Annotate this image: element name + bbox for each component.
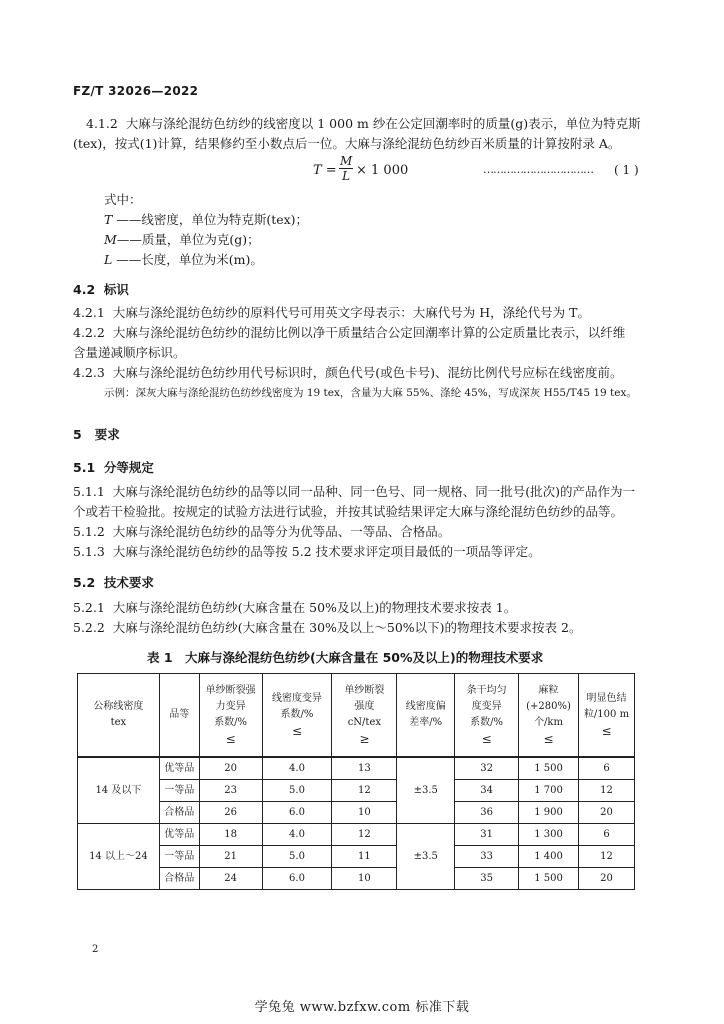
header-line: 单纱断裂 — [344, 685, 385, 696]
cell-value: 11 — [332, 846, 397, 868]
cell-value: 10 — [332, 802, 397, 824]
cell-value: 6.0 — [262, 868, 332, 890]
le-symbol: ≤ — [543, 732, 554, 746]
header-line: 麻粒 — [538, 685, 559, 696]
clause-text: 大麻与涤纶混纺色纺纱的品等分为优等品、一等品、合格品。 — [112, 524, 451, 539]
section-5-2-heading — [73, 573, 154, 591]
clause-number: 4.2.2 — [73, 325, 105, 340]
formula-denominator: L — [342, 169, 351, 183]
where-title: 式中： — [104, 192, 142, 207]
symbol: T — [104, 212, 113, 227]
spec-table — [77, 673, 635, 890]
clause-text: 大麻与涤纶混纺色纺纱的品等以同一品种、同一色号、同一规格、同一批号(批次)的产品作为一 — [112, 484, 636, 499]
where-item — [104, 250, 263, 270]
clause-text: 大麻与涤纶混纺色纺纱的线密度以 1 000 m 纱在公定回潮率时的质量(g)表示，单位为特克斯 — [125, 116, 641, 131]
clause-5-1-1 — [73, 482, 635, 502]
section-number: 5.2 — [73, 575, 96, 590]
cell-value: 35 — [455, 868, 519, 890]
cell-value: 20 — [199, 757, 262, 780]
cell-grade: 一等品 — [159, 780, 199, 802]
header-tenacity — [332, 674, 397, 758]
clause-text: 大麻与涤纶混纺色纺纱的原料代号可用英文字母表示：大麻代号为 H，涤纶代号为 T。 — [112, 305, 590, 320]
cell-value: 4.0 — [262, 824, 332, 846]
cell-value: 6.0 — [262, 802, 332, 824]
cell-value: 24 — [199, 868, 262, 890]
cell-value: 10 — [332, 868, 397, 890]
header-neps — [519, 674, 579, 758]
clause-number: 5.1.2 — [73, 524, 105, 539]
clause-5-2-1 — [73, 598, 516, 618]
le-symbol: ≤ — [601, 724, 612, 738]
header-line: 品等 — [169, 709, 190, 720]
table-caption: 表 1 大麻与涤纶混纺色纺纱(大麻含量在 50%及以上)的物理技术要求 — [147, 650, 544, 665]
clause-text: 大麻与涤纶混纺色纺纱(大麻含量在 50%及以上)的物理技术要求按表 1。 — [112, 600, 517, 615]
header-grade — [159, 674, 199, 758]
header-cv-breaking-strength — [199, 674, 262, 758]
clause-4-2-2-cont: 含量递减顺序标识。 — [73, 345, 186, 360]
cell-value: 13 — [332, 757, 397, 780]
cell-density: 14 以上～24 — [78, 824, 160, 890]
section-5-heading — [73, 425, 120, 443]
table-row — [78, 780, 635, 802]
clause-number: 5.2.2 — [73, 620, 105, 635]
cell-value: 1 500 — [519, 868, 579, 890]
le-symbol: ≤ — [481, 732, 492, 746]
section-5-1-heading — [73, 458, 154, 476]
header-line: 公称线密度 — [93, 701, 144, 712]
where-item — [104, 230, 260, 250]
clause-5-1-2 — [73, 522, 450, 542]
formula-label: ( 1 ) — [614, 163, 639, 177]
cell-density: 14 及以下 — [78, 757, 160, 824]
header-line: 度变异 — [471, 701, 502, 712]
where-item — [104, 210, 308, 230]
section-title: 要求 — [94, 427, 120, 442]
clause-number: 5.1.3 — [73, 544, 105, 559]
formula-leader: …………………………… — [483, 163, 593, 176]
clause-number: 5.1.1 — [73, 484, 105, 499]
clause-5-2-2 — [73, 618, 582, 638]
clause-text: 大麻与涤纶混纺色纺纱用代号标识时，颜色代号(或色卡号)、混纺比例代号应标在线密度前。 — [112, 365, 623, 380]
section-4-2-heading — [73, 280, 129, 298]
cell-value: 6 — [579, 757, 635, 780]
cell-value: 23 — [199, 780, 262, 802]
cell-value: 34 — [455, 780, 519, 802]
cell-value: 18 — [199, 824, 262, 846]
section-number: 4.2 — [73, 282, 96, 297]
section-title: 技术要求 — [103, 575, 154, 590]
header-line: 强度 — [354, 701, 375, 712]
cell-value: 20 — [579, 868, 635, 890]
le-symbol: ≤ — [225, 732, 236, 746]
header-line: 条干均匀 — [466, 685, 507, 696]
cell-grade: 一等品 — [159, 846, 199, 868]
header-evenness-cv — [455, 674, 519, 758]
definition: ——线密度，单位为特克斯(tex)； — [116, 212, 309, 227]
section-title: 分等规定 — [103, 460, 154, 475]
clause-5-1-1-cont: 个或若干检验批。按规定的试验方法进行试验，并按其试验结果评定大麻与涤纶混纺色纺纱的品等。 — [73, 504, 624, 519]
table-row — [78, 868, 635, 890]
cell-value: 1 700 — [519, 780, 579, 802]
le-symbol: ≤ — [291, 724, 303, 738]
cell-value: 36 — [455, 802, 519, 824]
clause-4-2-3 — [73, 363, 623, 383]
section-number: 5.1 — [73, 460, 96, 475]
table-row — [78, 802, 635, 824]
cell-value: 12 — [579, 846, 635, 868]
cell-value: 21 — [199, 846, 262, 868]
cell-value: 20 — [579, 802, 635, 824]
header-line: tex — [110, 717, 127, 728]
section-number: 5 — [73, 427, 82, 442]
header-line: 单纱断裂强 — [205, 685, 256, 696]
header-line: cN/tex — [347, 717, 381, 728]
header-line: 系数/% — [470, 717, 504, 728]
table-row — [78, 757, 635, 780]
cell-value: 12 — [332, 780, 397, 802]
cell-value: 1 400 — [519, 846, 579, 868]
header-line: 明显色结 — [586, 693, 627, 704]
clause-text: 大麻与涤纶混纺色纺纱(大麻含量在 30%及以上～50%以下)的物理技术要求按表 2。 — [112, 620, 582, 635]
definition: ——质量，单位为克(g)； — [116, 232, 260, 247]
clause-number: 5.2.1 — [73, 600, 105, 615]
header-line: 系数/% — [214, 717, 248, 728]
cell-value: 26 — [199, 802, 262, 824]
cell-value: 1 900 — [519, 802, 579, 824]
clause-4-2-2 — [73, 323, 625, 343]
header-line: 粒/100 m — [583, 709, 630, 720]
cell-grade: 优等品 — [159, 824, 199, 846]
header-line: 力变异 — [215, 701, 246, 712]
formula-lhs: T = — [313, 163, 337, 178]
header-density-deviation — [397, 674, 455, 758]
cell-deviation: ±3.5 — [397, 757, 455, 824]
cell-value: 12 — [332, 824, 397, 846]
cell-value: 1 500 — [519, 757, 579, 780]
footer-watermark: 学兔兔 www.bzfxw.com 标准下载 — [254, 1000, 470, 1015]
header-nominal-density — [78, 674, 160, 758]
cell-value: 32 — [455, 757, 519, 780]
header-line: 个/km — [534, 717, 563, 728]
cell-value: 31 — [455, 824, 519, 846]
ge-symbol: ≥ — [359, 732, 370, 746]
page-number: 2 — [92, 944, 99, 955]
header-line: 线密度变异 — [271, 693, 322, 704]
example-note: 示例：深灰大麻与涤纶混纺色纺纱线密度为 19 tex，含量为大麻 55%、涤纶 45%，写成深灰 H55/T45 19 tex。 — [104, 387, 637, 399]
header-line: (+280%) — [526, 701, 571, 712]
cell-value: 12 — [579, 780, 635, 802]
section-title: 标识 — [103, 282, 129, 297]
header-line: 线密度偏 — [405, 701, 446, 712]
clause-4-2-1 — [73, 303, 590, 323]
cell-value: 33 — [455, 846, 519, 868]
header-cv-linear-density — [262, 674, 332, 758]
formula-numerator: M — [340, 154, 353, 168]
document-code: FZ/T 32026—2022 — [73, 84, 199, 98]
cell-value: 6 — [579, 824, 635, 846]
cell-value: 1 300 — [519, 824, 579, 846]
header-color-knots — [579, 674, 635, 758]
table-row — [78, 824, 635, 846]
header-line: 系数/% — [280, 709, 314, 720]
symbol: M — [104, 232, 117, 247]
clause-text: 大麻与涤纶混纺色纺纱的混纺比例以净干质量结合公定回潮率计算的公定质量比表示，以纤维 — [112, 325, 626, 340]
cell-deviation: ±3.5 — [397, 824, 455, 890]
clause-number: 4.1.2 — [86, 116, 118, 131]
clause-text: 大麻与涤纶混纺色纺纱的品等按 5.2 技术要求评定项目最低的一项品等评定。 — [112, 544, 541, 559]
definition: ——长度，单位为米(m)。 — [116, 252, 263, 267]
formula-fraction — [339, 154, 353, 183]
symbol: L — [104, 252, 113, 267]
clause-number: 4.2.1 — [73, 305, 105, 320]
table-row — [78, 846, 635, 868]
table-header-row — [78, 674, 635, 758]
cell-value: 5.0 — [262, 780, 332, 802]
clause-4-1-2-cont: (tex)，按式(1)计算，结果修约至小数点后一位。大麻与涤纶混纺色纺纱百米质量的计算按附录 A。 — [73, 136, 621, 151]
cell-grade: 合格品 — [159, 802, 199, 824]
cell-value: 4.0 — [262, 757, 332, 780]
clause-5-1-3 — [73, 542, 541, 562]
cell-grade: 合格品 — [159, 868, 199, 890]
formula-rhs: × 1 000 — [356, 163, 409, 178]
clause-number: 4.2.3 — [73, 365, 105, 380]
header-line: 差率/% — [409, 717, 443, 728]
clause-4-1-2 — [86, 114, 641, 134]
cell-value: 5.0 — [262, 846, 332, 868]
cell-grade: 优等品 — [159, 757, 199, 780]
